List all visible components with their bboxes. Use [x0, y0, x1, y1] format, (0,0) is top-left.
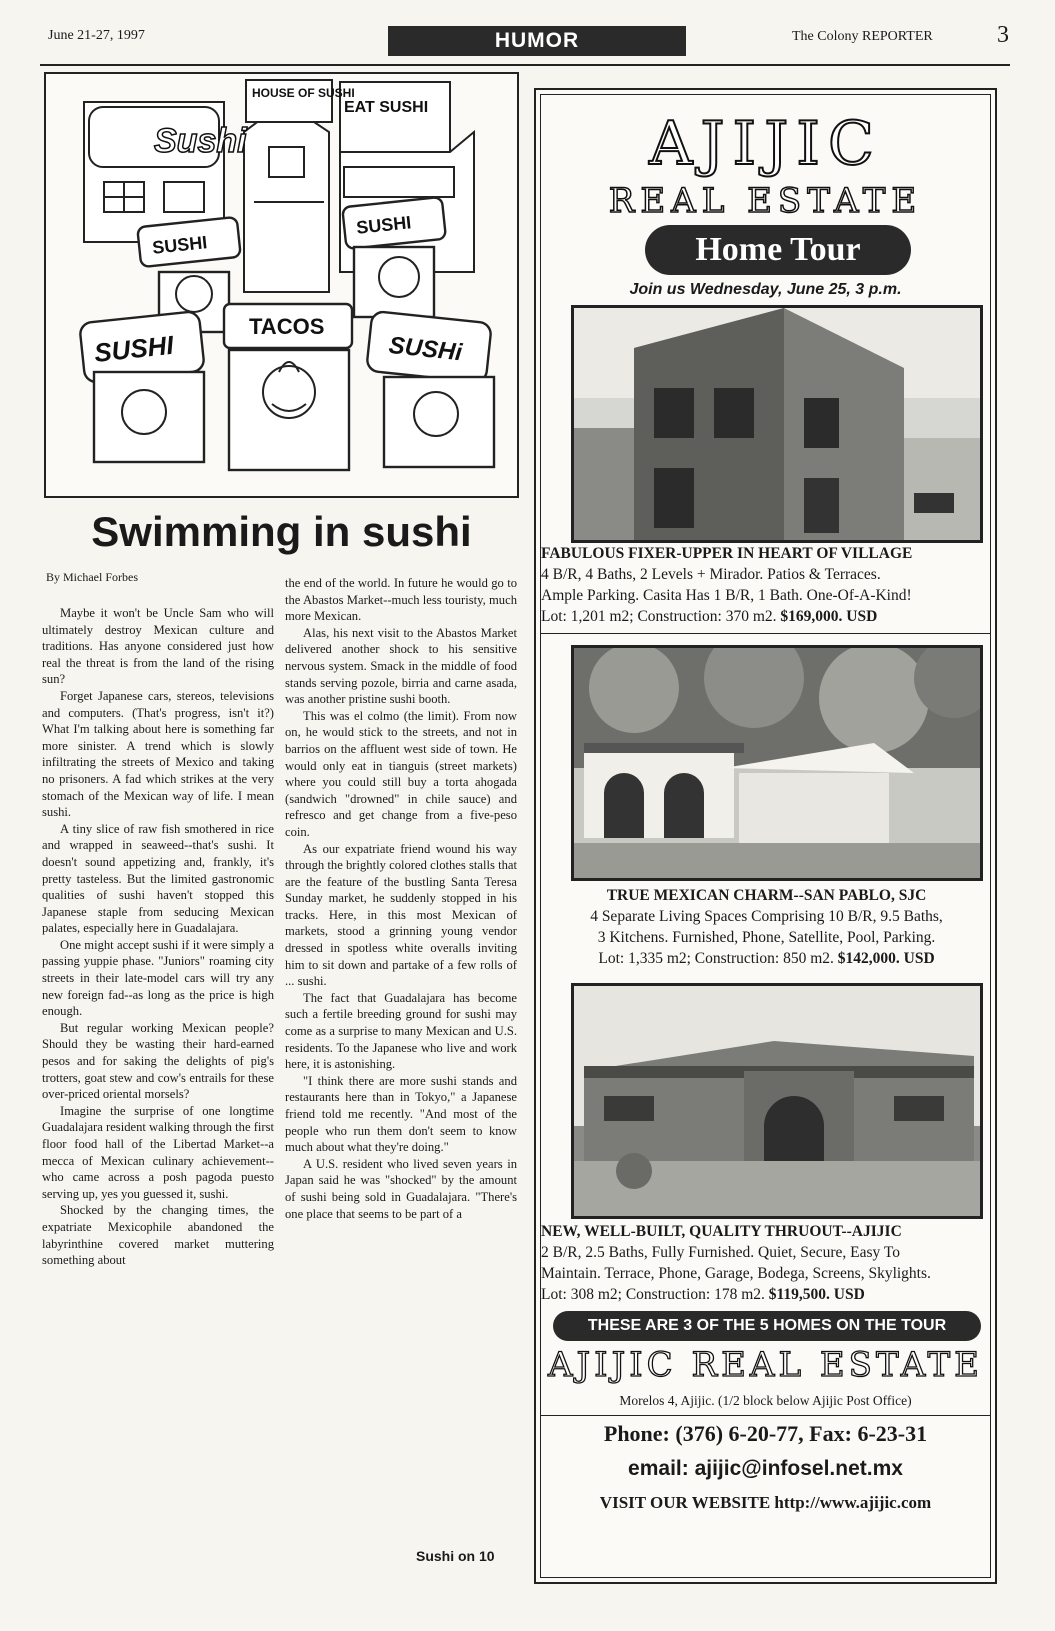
cartoon-sign-4: SUSHI: [151, 232, 209, 258]
listing-2: [541, 885, 992, 969]
page-number: 3: [997, 22, 1009, 48]
paragraph: This was el colmo (the limit). From now on, he would stick to the streets, and not in barrios on the affluent west side of town. He would only eat in tianguis (street markets) where you could still buy a torta ahogada (sandwich "drowned" in chile sauce) and refresco and get change from a five-peso coin.: [285, 708, 517, 839]
paragraph: A tiny slice of raw fish smothered in rice and wrapped in seaweed--that's sushi. It doesn't sound appetizing and, frankly, it's pretty tasteless. But the limited gastronomic qualities of sushi haven't stopped this Japanese staple from seducing Mexican palates, especially here in Guadalajara.: [42, 821, 274, 936]
house-photo-2: [571, 645, 983, 881]
listing-1-line-1: 4 B/R, 4 Baths, 2 Levels + Mirador. Patios & Terraces.: [541, 566, 881, 583]
listing-3-line-2: Maintain. Terrace, Phone, Garage, Bodega, Screens, Skylights.: [541, 1265, 931, 1282]
listing-divider: [541, 633, 990, 634]
paragraph: As our expatriate friend wound his way through the brightly colored clothes stalls that are the feature of the bustling Santa Teresa Sunday market, he suddenly stopped in his tracks. Here, in this most Mexican of markets, stood a grinning young vendor dressed in spotless white overalls inviting him to sit down and partake of a few rolls of ... sushi.: [285, 841, 517, 989]
paragraph: Shocked by the changing times, the expatriate Mexicophile abandoned the labyrinthine covered market muttering something about: [42, 1203, 274, 1268]
listing-3-price: $119,500. USD: [768, 1286, 865, 1303]
article-byline: By Michael Forbes: [46, 570, 138, 584]
ad-logo: AJIJIC REAL ESTATE: [548, 1345, 983, 1385]
home-tour-badge: Home Tour: [645, 225, 911, 275]
section-label: HUMOR: [388, 26, 686, 56]
listing-3-line-1: 2 B/R, 2.5 Baths, Fully Furnished. Quiet, Secure, Easy To: [541, 1244, 900, 1261]
cartoon-sign-1: Sushi: [154, 122, 247, 160]
cartoon-sign-2: HOUSE OF SUSHI: [252, 86, 355, 100]
article-headline: Swimming in sushi: [91, 508, 472, 555]
real-estate-ad: [534, 88, 997, 1584]
cartoon-sign-7: TACOS: [249, 314, 325, 339]
cartoon-sign-3: EAT SUSHI: [344, 99, 429, 116]
ad-website[interactable]: VISIT OUR WEBSITE http://www.ajijic.com: [599, 1493, 932, 1512]
tour-date: Join us Wednesday, June 25, 3 p.m.: [629, 281, 902, 298]
listing-2-lot: Lot: 1,335 m2; Construction: 850 m2.: [598, 950, 834, 967]
listing-2-title: TRUE MEXICAN CHARM--SAN PABLO, SJC: [606, 887, 927, 904]
listing-1-title: FABULOUS FIXER-UPPER IN HEART OF VILLAGE: [541, 545, 913, 562]
continued-jump: Sushi on 10: [416, 1548, 495, 1564]
ad-subtitle: REAL ESTATE: [608, 181, 923, 221]
ad-address: Morelos 4, Ajijic. (1/2 block below Ajijic Post Office): [619, 1393, 912, 1408]
cartoon-sign-8: SUSHi: [387, 331, 464, 367]
cartoon-sign-6: SUSHI: [92, 329, 175, 368]
paragraph: Forget Japanese cars, stereos, televisions and computers. (That's progress, isn't it?) What I'm talking about here is something far more sinister. A trend which is slowly infiltrating the streets of Mexico and taking no prisoners. A fad which strikes at the very stomach of the Mexican way of life. I mean sushi.: [42, 688, 274, 820]
ad-email[interactable]: email: ajijic@infosel.net.mx: [628, 1457, 903, 1480]
ad-inner-frame: [540, 94, 991, 1578]
listing-1: [541, 543, 992, 627]
listing-2-line-2: 3 Kitchens. Furnished, Phone, Satellite, Pool, Parking.: [597, 929, 936, 946]
paragraph: Imagine the surprise of one longtime Guadalajara resident walking through the first floor food hall of the Libertad Market--a mecca of Mexican culinary achievement--who came across a posh pagoda puesto serving up, yes you guessed it, sushi.: [42, 1103, 274, 1201]
listing-2-price: $142,000. USD: [837, 950, 935, 967]
ad-title: AJIJIC: [649, 109, 882, 179]
paragraph: One might accept sushi if it were simply a passing yuppie phase. "Juniors" roaming city streets in their late-model cars will try any new foreign fad--as long as the price is high enough.: [42, 937, 274, 1019]
paragraph: The fact that Guadalajara has become such a fertile breeding ground for sushi may come as a surprise to many Mexican and U.S. residents. To the Japanese who live and work here, it is astonishing.: [285, 990, 517, 1072]
listing-1-lot: Lot: 1,201 m2; Construction: 370 m2.: [541, 608, 777, 625]
listing-3: [541, 1221, 992, 1305]
listing-3-title: NEW, WELL-BUILT, QUALITY THRUOUT--AJIJIC: [541, 1223, 902, 1240]
paragraph: But regular working Mexican people? Should they be wasting their hard-earned pesos and for saking the delights of pig's trotters, goat stew and cow's entrails for these over-priced oriental morsels?: [42, 1020, 274, 1102]
issue-date: June 21-27, 1997: [48, 28, 145, 43]
listing-3-lot: Lot: 308 m2; Construction: 178 m2.: [541, 1286, 765, 1303]
cartoon-sign-5: SUSHI: [355, 212, 413, 238]
article-column-1: [42, 605, 274, 1269]
sushi-cartoon: [44, 72, 519, 498]
header-rule: [40, 64, 1010, 66]
listing-1-price: $169,000. USD: [780, 608, 878, 625]
paragraph: Maybe it won't be Uncle Sam who will ultimately destroy Mexican culture and traditions. Has anyone considered just how real the threat is from the land of the rising sun?: [42, 606, 274, 687]
house-photo-3: [571, 983, 983, 1219]
paragraph: "I think there are more sushi stands and restaurants here than in Tokyo," a Japanese friend told me recently. "And most of the people who run them don't seem to know much about what they're doing.": [285, 1073, 517, 1155]
article-column-2: [285, 575, 517, 1222]
paragraph: Alas, his next visit to the Abastos Market delivered another shock to his sensitive nervous system. Smack in the middle of food stands serving pozole, birria and carne asada, was another pristine sushi booth.: [285, 625, 517, 707]
house-photo-1: [571, 305, 983, 543]
contact-divider: [541, 1415, 990, 1416]
listing-2-line-1: 4 Separate Living Spaces Comprising 10 B/R, 9.5 Baths,: [590, 908, 943, 925]
paragraph: A U.S. resident who lived seven years in Japan said he was "shocked" by the amount of sushi being sold in Guadalajara. "There's one place that seems to be part of a: [285, 1156, 517, 1221]
newspaper-name: The Colony REPORTER: [792, 29, 933, 44]
ad-phone: Phone: (376) 6-20-77, Fax: 6-23-31: [603, 1421, 928, 1446]
paragraph: the end of the world. In future he would go to the Abastos Market--much less touristy, much more Mexican.: [285, 576, 517, 624]
listing-1-line-2: Ample Parking. Casita Has 1 B/R, 1 Bath. One-Of-A-Kind!: [541, 587, 912, 604]
tour-homes-banner: THESE ARE 3 OF THE 5 HOMES ON THE TOUR: [553, 1311, 981, 1341]
